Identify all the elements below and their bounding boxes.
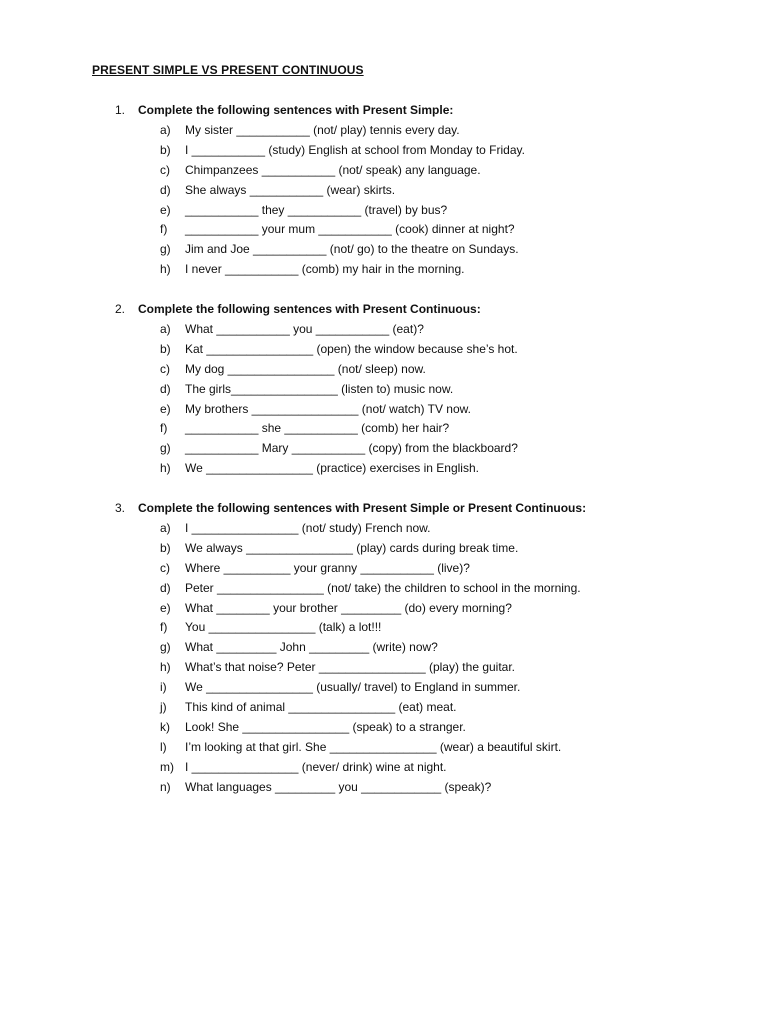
item-text: What ________ your brother _________ (do) every morning? (185, 600, 512, 615)
item-letter: m) (160, 759, 174, 774)
exercise-item (0, 123, 768, 143)
exercise-item (0, 402, 768, 422)
exercise-item (0, 581, 768, 601)
exercise-item (0, 342, 768, 362)
item-text: My dog ________________ (not/ sleep) now. (185, 361, 426, 376)
item-text: I never ___________ (comb) my hair in the morning. (185, 262, 465, 277)
exercise-item (0, 561, 768, 581)
item-letter: a) (160, 322, 171, 336)
exercise-item (0, 680, 768, 700)
item-text: What languages _________ you ____________ (speak)? (185, 779, 492, 794)
item-letter: n) (160, 779, 171, 794)
exercise-item (0, 421, 768, 441)
item-text: ___________ she ___________ (comb) her hair? (185, 421, 450, 436)
item-letter: f) (160, 421, 168, 436)
exercise-item (0, 521, 768, 541)
item-letter: h) (160, 461, 171, 476)
item-text: You ________________ (talk) a lot!!! (185, 620, 382, 635)
section-number: 2. (115, 302, 126, 316)
item-text: We ________________ (usually/ travel) to England in summer. (185, 680, 521, 695)
item-letter: g) (160, 640, 171, 655)
item-text: Peter ________________ (not/ take) the children to school in the morning. (185, 580, 581, 595)
item-letter: g) (160, 242, 171, 257)
item-letter: b) (160, 142, 171, 157)
section-number: 3. (115, 501, 126, 515)
section-heading (0, 302, 768, 322)
exercise-item (0, 760, 768, 780)
section-mixed-tenses (0, 501, 768, 799)
item-text: Kat ________________ (open) the window because she’s hot. (185, 341, 518, 356)
item-text: What’s that noise? Peter ________________ (play) the guitar. (185, 660, 516, 675)
exercise-item (0, 203, 768, 223)
item-text: We always ________________ (play) cards during break time. (185, 540, 519, 555)
item-letter: a) (160, 123, 171, 137)
section-present-simple (0, 103, 768, 282)
section-heading (0, 501, 768, 521)
item-letter: h) (160, 262, 171, 277)
exercise-item (0, 222, 768, 242)
item-text: The girls________________ (listen to) music now. (185, 381, 454, 396)
exercise-item (0, 163, 768, 183)
exercise-item (0, 780, 768, 800)
item-letter: b) (160, 540, 171, 555)
item-text: I ___________ (study) English at school from Monday to Friday. (185, 142, 525, 157)
item-text: What ___________ you ___________ (eat)? (185, 322, 424, 336)
exercise-item (0, 740, 768, 760)
item-letter: c) (160, 560, 170, 575)
item-letter: l) (160, 739, 167, 754)
exercise-item (0, 242, 768, 262)
item-letter: e) (160, 401, 171, 416)
item-text: Where __________ your granny ___________ (live)? (185, 560, 470, 575)
exercise-item (0, 620, 768, 640)
section-number: 1. (115, 103, 126, 117)
item-letter: f) (160, 620, 168, 635)
item-text: Chimpanzees ___________ (not/ speak) any language. (185, 162, 481, 177)
item-letter: e) (160, 202, 171, 217)
item-text: My sister ___________ (not/ play) tennis every day. (185, 123, 460, 137)
exercise-item (0, 441, 768, 461)
item-text: She always ___________ (wear) skirts. (185, 182, 396, 197)
item-letter: e) (160, 600, 171, 615)
exercise-item (0, 143, 768, 163)
item-letter: c) (160, 361, 170, 376)
exercise-item (0, 262, 768, 282)
item-letter: h) (160, 660, 171, 675)
item-text: This kind of animal ________________ (eat) meat. (185, 700, 457, 715)
item-text: Look! She ________________ (speak) to a stranger. (185, 719, 466, 734)
section-heading-text: Complete the following sentences with Present Simple: (138, 103, 454, 117)
exercise-item (0, 183, 768, 203)
exercise-item (0, 601, 768, 621)
item-text: I ________________ (never/ drink) wine at night. (185, 759, 447, 774)
item-letter: f) (160, 222, 168, 237)
item-text: What _________ John _________ (write) now? (185, 640, 438, 655)
item-text: I ________________ (not/ study) French now. (185, 521, 431, 535)
section-heading-text: Complete the following sentences with Present Continuous: (138, 302, 481, 316)
page-title: PRESENT SIMPLE VS PRESENT CONTINUOUS (92, 63, 364, 77)
item-letter: b) (160, 341, 171, 356)
item-text: ___________ Mary ___________ (copy) from the blackboard? (185, 441, 518, 456)
item-text: We ________________ (practice) exercises in English. (185, 461, 479, 476)
item-letter: c) (160, 162, 170, 177)
exercise-item (0, 382, 768, 402)
item-letter: j) (160, 700, 167, 715)
item-letter: d) (160, 580, 171, 595)
item-text: I’m looking at that girl. She ________________ (wear) a beautiful skirt. (185, 739, 562, 754)
item-letter: d) (160, 381, 171, 396)
item-text: ___________ they ___________ (travel) by bus? (185, 202, 448, 217)
item-text: My brothers ________________ (not/ watch) TV now. (185, 401, 471, 416)
exercise-item (0, 700, 768, 720)
section-heading (0, 103, 768, 123)
item-letter: g) (160, 441, 171, 456)
item-letter: a) (160, 521, 171, 535)
item-letter: i) (160, 680, 167, 695)
section-present-continuous (0, 302, 768, 481)
exercise-item (0, 660, 768, 680)
exercise-item (0, 640, 768, 660)
item-letter: k) (160, 719, 170, 734)
item-letter: d) (160, 182, 171, 197)
exercise-item (0, 720, 768, 740)
exercise-item (0, 362, 768, 382)
item-text: Jim and Joe ___________ (not/ go) to the theatre on Sundays. (185, 242, 519, 257)
section-heading-text: Complete the following sentences with Present Simple or Present Continuous: (138, 501, 587, 515)
exercise-item (0, 461, 768, 481)
item-text: ___________ your mum ___________ (cook) dinner at night? (185, 222, 515, 237)
exercise-item (0, 322, 768, 342)
exercise-item (0, 541, 768, 561)
